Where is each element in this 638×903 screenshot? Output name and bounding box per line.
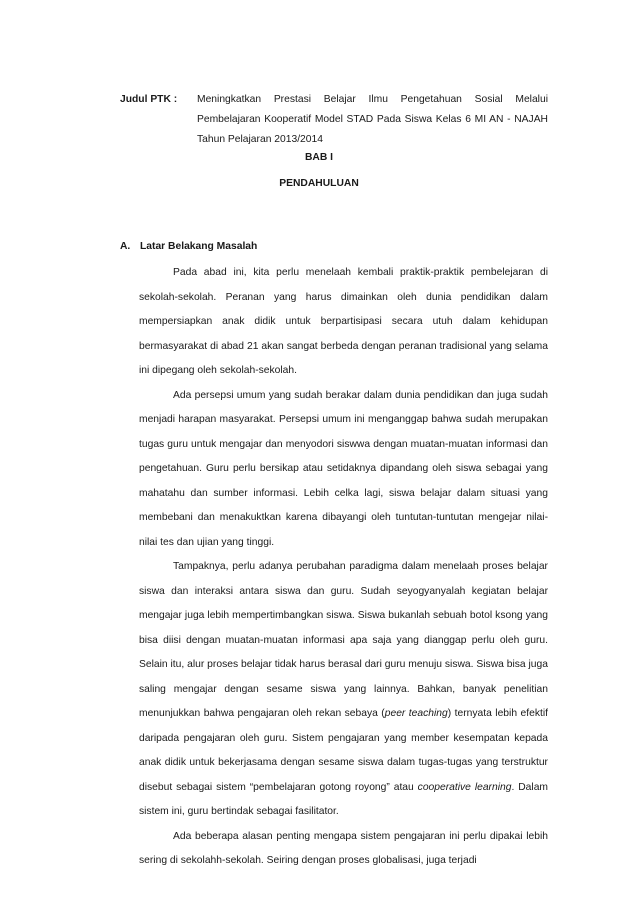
italic-term-cooperative-learning: cooperative learning xyxy=(417,781,512,793)
chapter-number: BAB I xyxy=(304,152,334,163)
paragraph-3 xyxy=(139,555,548,825)
ptk-title-line-2: Pembelajaran Kooperatif Model STAD Pada Siswa Kelas 6 MI AN - NAJAH xyxy=(197,114,548,125)
paragraph-4: Ada beberapa alasan penting mengapa sistem pengajaran ini perlu dipakai lebih sering di sekolahh-sekolah. Seiring dengan proses globalisasi, juga terjadi xyxy=(139,830,548,866)
section-title: Latar Belakang Masalah xyxy=(140,241,258,252)
section-number: A. xyxy=(120,241,131,252)
paragraph-3-text-b: ) ternyata lebih efektif daripada pengajaran oleh guru. Sistem pengajaran yang member kesempatan kepada anak didik untuk bekerjasama dengan sesame siswa dalam tugas-tugas yang terstruktur disebut sebagai sistem “pembelajaran gotong royong” atau xyxy=(139,708,548,793)
ptk-label: Judul PTK : xyxy=(120,94,178,105)
paragraph-3-text-a: Tampaknya, perlu adanya perubahan paradigma dalam menelaah proses belajar siswa dan interaksi antara siswa dan guru. Sudah seyogyanyalah kegiatan belajar mengajar juga lebih mempertimbangkan siswa. Siswa bukanlah sebuah botol ksong yang bisa diisi dengan muatan-muatan informasi apa saja yang dianggap perlu oleh guru. Selain itu, alur proses belajar tidak harus berasal dari guru menuju siswa. Siswa bisa juga saling mengajar dengan sesame siswa yang lainnya. Bahkan, banyak penelitian menunjukkan bahwa pengajaran oleh rekan sebaya ( xyxy=(139,561,548,719)
paragraph-1: Pada abad ini, kita perlu menelaah kembali praktik-praktik pembelejaran di sekolah-sekolah. Peranan yang harus dimainkan oleh dunia pendidikan dalam mempersiapkan anak didik untuk berpartisipasi secara utuh dalam kehidupan bermasyarakat di abad 21 akan sangat berbeda dengan peranan tradisional yang selama ini dipegang oleh sekolah-sekolah. xyxy=(139,267,548,376)
ptk-title-line-3: Tahun Pelajaran 2013/2014 xyxy=(197,134,323,145)
paragraph-2: Ada persepsi umum yang sudah berakar dalam dunia pendidikan dan juga sudah menjadi harapan masyarakat. Persepsi umum ini menganggap bahwa sudah merupakan tugas guru untuk mengajar dan menyodori siswwa dengan muatan-muatan informasi dan pengetahuan. Guru perlu bersikap atau setidaknya dipandang oleh siswa sebagai yang mahatahu dan sumber informasi. Lebih celka lagi, siswa belajar dalam situasi yang membebani dan menakuktkan karena dibayangi oleh tuntutan-tuntutan mengejar nilai-nilai tes dan ujian yang tinggi. xyxy=(139,389,548,548)
chapter-title: PENDAHULUAN xyxy=(279,178,359,189)
italic-term-peer-teaching: peer teaching xyxy=(384,708,448,719)
ptk-title-line-1: Meningkatkan Prestasi Belajar Ilmu Pengetahuan Sosial Melalui xyxy=(197,94,548,105)
ptk-title-block xyxy=(120,90,548,150)
document-body xyxy=(139,261,548,874)
paragraph-3-text-c: . Dalam sistem ini, guru bertindak sebagai fasilitator. xyxy=(139,781,548,817)
section-heading xyxy=(120,241,257,252)
